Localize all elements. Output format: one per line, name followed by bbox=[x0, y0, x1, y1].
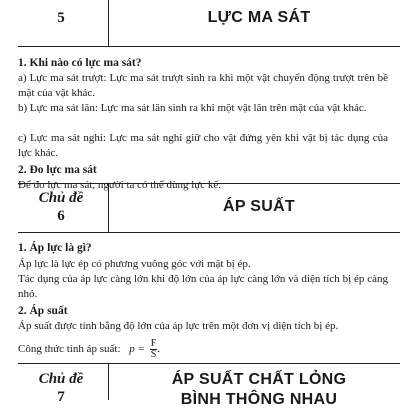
formula-lhs: p = bbox=[129, 343, 145, 356]
topic5-bottom-rule bbox=[18, 46, 400, 47]
formula-numerator: F bbox=[150, 338, 157, 349]
topic5-section1-heading: 1. Khi nào có lực ma sát? bbox=[18, 57, 142, 69]
topic6-divider bbox=[108, 183, 109, 232]
topic6-section1-heading: 1. Áp lực là gì? bbox=[18, 242, 92, 254]
topic6-pressure-force-effect: Tác dụng của áp lực càng lớn khi độ lớn của áp lực càng lớn và diện tích bị ép càng nhỏ. bbox=[18, 273, 388, 300]
formula-denominator: S bbox=[150, 349, 157, 360]
topic5-sliding-friction: a) Lực ma sát trượt: Lực ma sát trượt sinh ra khi một vật chuyển động trượt trên bề mặt của vật khác. bbox=[18, 72, 388, 99]
topic6-bottom-rule bbox=[18, 232, 400, 233]
topic6-label: Chủ đề bbox=[38, 190, 84, 206]
topic6-top-rule bbox=[18, 183, 400, 184]
topic5-static-friction: c) Lực ma sát nghỉ: Lực ma sát nghỉ giữ cho vật đứng yên khi vật bị tác dụng của lực khác. bbox=[18, 132, 388, 159]
topic6-section2-heading: 2. Áp suất bbox=[18, 305, 68, 317]
topic5-section2-heading: 2. Đo lực ma sát bbox=[18, 164, 97, 176]
topic7-top-rule bbox=[18, 363, 400, 364]
topic7-number: 7 bbox=[57, 389, 65, 405]
topic6-pressure-force-def: Áp lực là lực ép có phương vuông góc với mặt bị ép. bbox=[18, 258, 251, 270]
formula-end: . bbox=[157, 343, 161, 356]
topic5-divider bbox=[108, 0, 109, 46]
topic6-formula-line bbox=[18, 339, 388, 360]
topic5-section2-text: Để đo lực ma sát, người ta có thể dùng lực kế. bbox=[18, 179, 222, 191]
topic5-number: 5 bbox=[57, 10, 65, 26]
topic5-rolling-friction: b) Lực ma sát lăn: Lực ma sát lăn sinh ra khi một vật lăn trên mặt của vật khác. bbox=[18, 102, 367, 114]
topic7-divider bbox=[108, 363, 109, 400]
topic6-title: ÁP SUẤT bbox=[222, 198, 296, 215]
formula-label: Công thức tính áp suất: bbox=[18, 343, 121, 356]
topic5-title: LỰC MA SÁT bbox=[207, 9, 311, 26]
topic6-pressure-def: Áp suất được tính bằng độ lớn của áp lực trên một đơn vị diện tích bị ép. bbox=[18, 320, 339, 332]
topic7-title-line2: BÌNH THÔNG NHAU bbox=[180, 391, 338, 408]
topic7-title-line1: ÁP SUẤT CHẤT LỎNG bbox=[171, 371, 347, 388]
topic6-number: 6 bbox=[57, 208, 65, 224]
topic7-label: Chủ đề bbox=[38, 371, 84, 387]
